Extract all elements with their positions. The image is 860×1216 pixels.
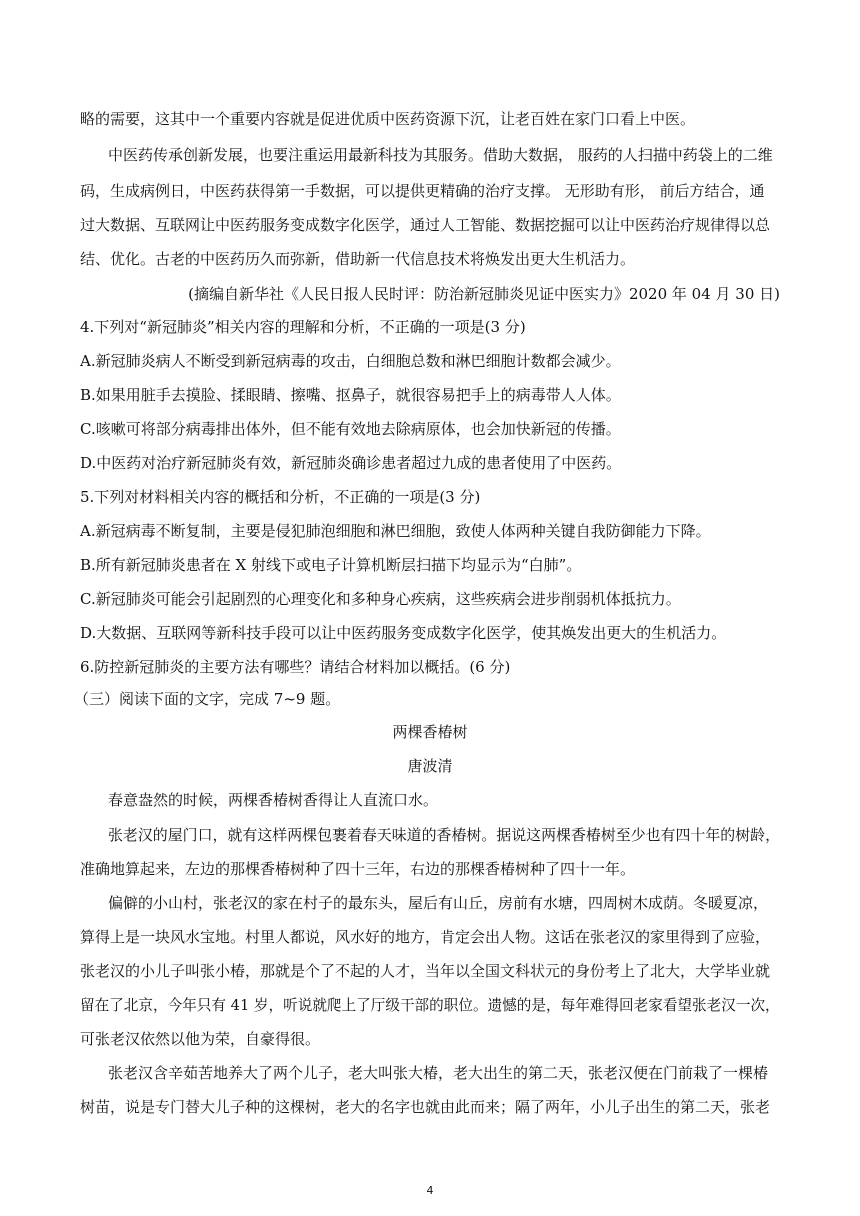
option-b: B.如果用脏手去摸脸、揉眼睛、擦嘴、抠鼻子，就很容易把手上的病毒带人人体。 <box>80 386 621 404</box>
option-b: B.所有新冠肺炎患者在 X 射线下或电子计算机断层扫描下均显示为“白肺”。 <box>80 556 582 574</box>
text-line: 树苗，说是专门替大儿子种的这棵树，老大的名字也就由此而来；隔了两年，小儿子出生的第二天，张老 <box>80 1098 771 1116</box>
text-line: 准确地算起来，左边的那棵香椿树种了四十三年，右边的那棵香椿树种了四十一年。 <box>80 860 636 878</box>
text-line: 结、优化。古老的中医药历久而弥新，借助新一代信息技术将焕发出更大生机活力。 <box>80 250 636 268</box>
text-line: 偏僻的小山村，张老汉的家在村子的最东头，屋后有山丘，房前有水塘，四周树木成荫。冬暖夏凉， <box>108 894 769 912</box>
question-4: 4.下列对“新冠肺炎”相关内容的理解和分析，不正确的一项是(3 分) <box>80 318 526 336</box>
text-line: 张老汉的小儿子叫张小椿，那就是个了不起的人才，当年以全国文科状元的身份考上了北大，大学毕业就 <box>80 962 771 980</box>
text-line: 可张老汉依然以他为荣，自豪得很。 <box>80 1030 321 1048</box>
question-6: 6.防控新冠肺炎的主要方法有哪些？请结合材料加以概括。(6 分) <box>80 658 511 676</box>
text-line: 过大数据、互联网让中医药服务变成数字化医学，通过人工智能、数据挖掘可以让中医药治疗规律得以总 <box>80 216 771 234</box>
text-line: 算得上是一块风水宝地。村里人都说，风水好的地方，肯定会出人物。这话在张老汉的家里得到了应验， <box>80 928 771 946</box>
option-c: C.新冠肺炎可能会引起剧烈的心理变化和多种身心疾病，这些疾病会进步削弱机体抵抗力。 <box>80 590 681 608</box>
option-d: D.大数据、互联网等新科技手段可以让中医药服务变成数字化医学，使其焕发出更大的生机活力。 <box>80 624 727 642</box>
text-line: 春意盎然的时候，两棵香椿树香得让人直流口水。 <box>108 791 439 809</box>
text-line: 张老汉的屋门口，就有这样两棵包裹着春天味道的香椿树。据说这两棵香椿树至少也有四十年的树龄， <box>108 826 781 844</box>
section-heading: （三）阅读下面的文字，完成 7~9 题。 <box>74 690 341 708</box>
text-line: 中医药传承创新发展，也要注重运用最新科技为其服务。借助大数据， 服药的人扫描中药袋上的二维 <box>108 146 773 164</box>
question-5: 5.下列对材料相关内容的概括和分析，不正确的一项是(3 分) <box>80 488 481 506</box>
article-author: 唐波清 <box>407 757 453 775</box>
option-d: D.中医药对治疗新冠肺炎有效，新冠肺炎确诊患者超过九成的患者使用了中医药。 <box>80 454 622 472</box>
text-line: 码，生成病例日，中医药获得第一手数据，可以提供更精确的治疗支撑。 无形助有形， 前后方结合，通 <box>80 182 765 200</box>
article-title: 两棵香椿树 <box>392 723 468 741</box>
source-citation: (摘编自新华社《人民日报人民时评：防治新冠肺炎见证中医实力》2020 年 04 月 30 日) <box>188 285 780 303</box>
option-a: A.新冠肺炎病人不断受到新冠病毒的攻击，白细胞总数和淋巴细胞计数都会减少。 <box>80 352 621 370</box>
page-number: 4 <box>426 1184 434 1197</box>
text-line: 张老汉含辛茹苦地养大了两个儿子，老大叫张大椿，老大出生的第二天，张老汉便在门前栽了一棵椿 <box>108 1064 769 1082</box>
option-c: C.咳嗽可将部分病毒排出体外，但不能有效地去除病原体，也会加快新冠的传播。 <box>80 420 621 438</box>
text-line: 略的需要，这其中一个重要内容就是促进优质中医药资源下沉，让老百姓在家门口看上中医。 <box>80 110 696 128</box>
text-line: 留在了北京，今年只有 41 岁，听说就爬上了厅级干部的职位。遗憾的是，每年难得回老家看望张老汉一次， <box>80 996 780 1014</box>
option-a: A.新冠病毒不断复制，主要是侵犯肺泡细胞和淋巴细胞，致使人体两种关键自我防御能力下降。 <box>80 522 711 540</box>
